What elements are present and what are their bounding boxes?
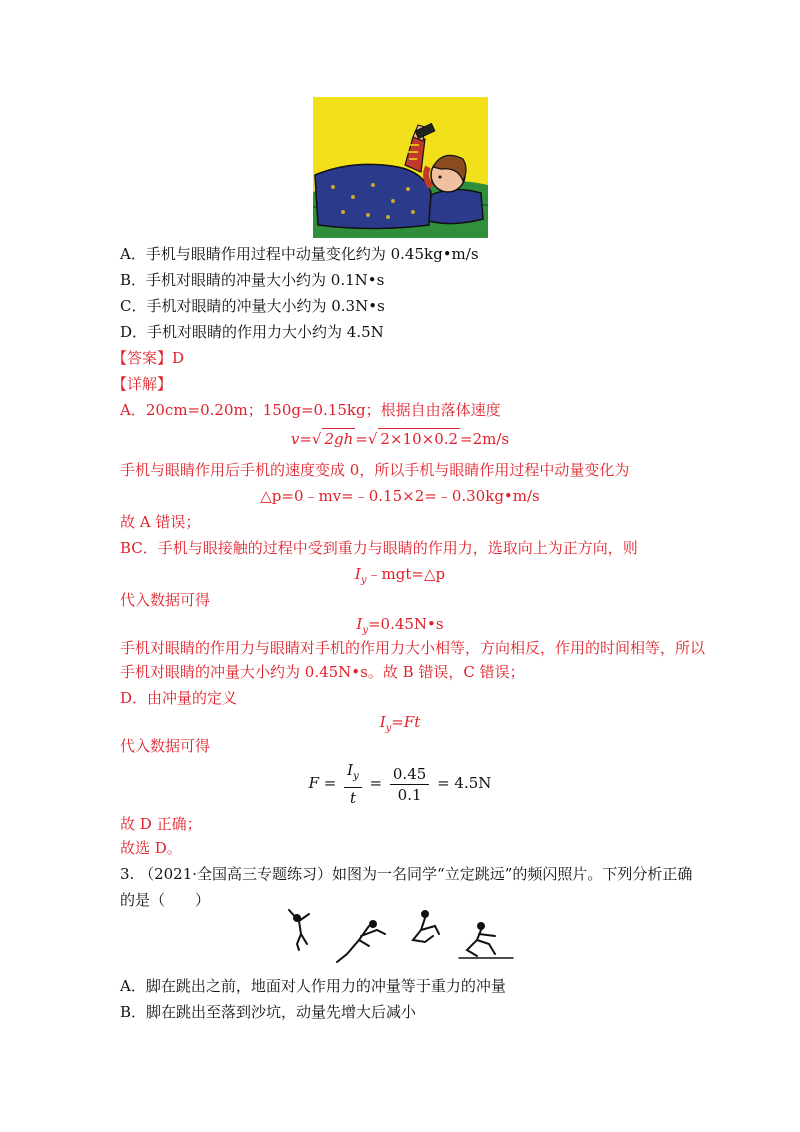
radicand-1: 2gh (324, 430, 354, 448)
numerator-value: 0.45 (390, 764, 429, 785)
question-3-option-a: A．脚在跳出之前，地面对人作用力的冲量等于重力的冲量 (120, 977, 506, 995)
substitute-data-1: 代入数据可得 (120, 591, 211, 609)
equals-1: = (299, 430, 312, 448)
substitute-data-2: 代入数据可得 (120, 737, 211, 755)
equals-2: = (369, 774, 383, 792)
force-formula (0, 760, 800, 806)
impulse-definition (0, 712, 800, 739)
a-wrong: 故 A 错误； (120, 513, 201, 531)
def-eq-rest: =Ft (391, 713, 421, 731)
answer-line (112, 348, 184, 368)
velocity-result: =2m/s (460, 430, 510, 448)
sqrt-symbol-1: √ (311, 430, 322, 448)
standing-long-jump-strobe-image (285, 906, 517, 968)
solution-d-line: D．由冲量的定义 (120, 689, 238, 707)
person-lying-with-phone-image (313, 97, 488, 238)
impulse-eq-rest: ﹣mgt=△p (366, 565, 446, 583)
newton3-line-1: 手机对眼睛的作用力与眼睛对手机的作用力大小相等，方向相反，作用的时间相等，所以 (120, 639, 706, 657)
equals: = (323, 774, 337, 792)
detail-label: 【详解】 (112, 375, 173, 393)
iy-value (0, 614, 800, 641)
radicand-2: 2×10×0.2 (380, 430, 459, 448)
question-3-line-1: 3. （2021·全国高三专题练习）如图为一名同学“立定跳远”的频闪照片。下列分析正确 (120, 865, 693, 883)
iy-value-rest: =0.45N•s (367, 615, 444, 633)
force-result: = 4.5N (437, 774, 492, 792)
f-symbol: F (308, 774, 320, 792)
numerator-sub: y (353, 771, 359, 782)
answer-label: 【答案】 (112, 349, 173, 367)
impulse-equation (0, 564, 800, 591)
i-symbol: I (356, 615, 363, 633)
i-symbol: I (379, 713, 386, 731)
d-right: 故 D 正确； (120, 815, 202, 833)
equals-2: = (355, 430, 368, 448)
option-a: A．手机与眼睛作用过程中动量变化约为 0.45kg•m/s (120, 245, 479, 263)
momentum-formula: △p=0﹣mv=﹣0.15×2=﹣0.30kg•m/s (260, 487, 540, 505)
answer-value: D (172, 349, 185, 367)
newton3-line-2: 手机对眼睛的冲量大小约为 0.45N•s。故 B 错误，C 错误； (120, 663, 525, 681)
velocity-formula (0, 428, 800, 449)
fraction-numeric (390, 764, 429, 805)
option-d: D．手机对眼睛的作用力大小约为 4.5N (120, 323, 384, 341)
momentum-intro: 手机与眼睛作用后手机的速度变成 0，所以手机与眼睛作用过程中动量变化为 (120, 461, 630, 479)
choose-d: 故选 D。 (120, 839, 182, 857)
option-b: B．手机对眼睛的冲量大小约为 0.1N•s (120, 271, 385, 289)
i-subscript: y (360, 575, 367, 586)
numerator-i: I (347, 761, 354, 779)
fraction-iy-over-t (344, 760, 362, 808)
solution-bc-line: BC．手机与眼接触的过程中受到重力与眼睛的作用力，选取向上为正方向，则 (120, 539, 638, 557)
denominator-value: 0.1 (397, 785, 422, 804)
i-symbol: I (354, 565, 361, 583)
solution-a-line: A．20cm=0.20m；150g=0.15kg；根据自由落体速度 (120, 401, 501, 419)
i-subscript: y (385, 723, 392, 734)
denominator-t: t (349, 789, 356, 807)
question-3-line-2: 的是（ ） (120, 891, 211, 909)
sqrt-symbol-2: √ (367, 430, 378, 448)
v-symbol: v (290, 430, 300, 448)
option-c: C．手机对眼睛的冲量大小约为 0.3N•s (120, 297, 385, 315)
i-subscript: y (362, 625, 368, 636)
question-3-option-b: B．脚在跳出至落到沙坑，动量先增大后减小 (120, 1003, 417, 1021)
